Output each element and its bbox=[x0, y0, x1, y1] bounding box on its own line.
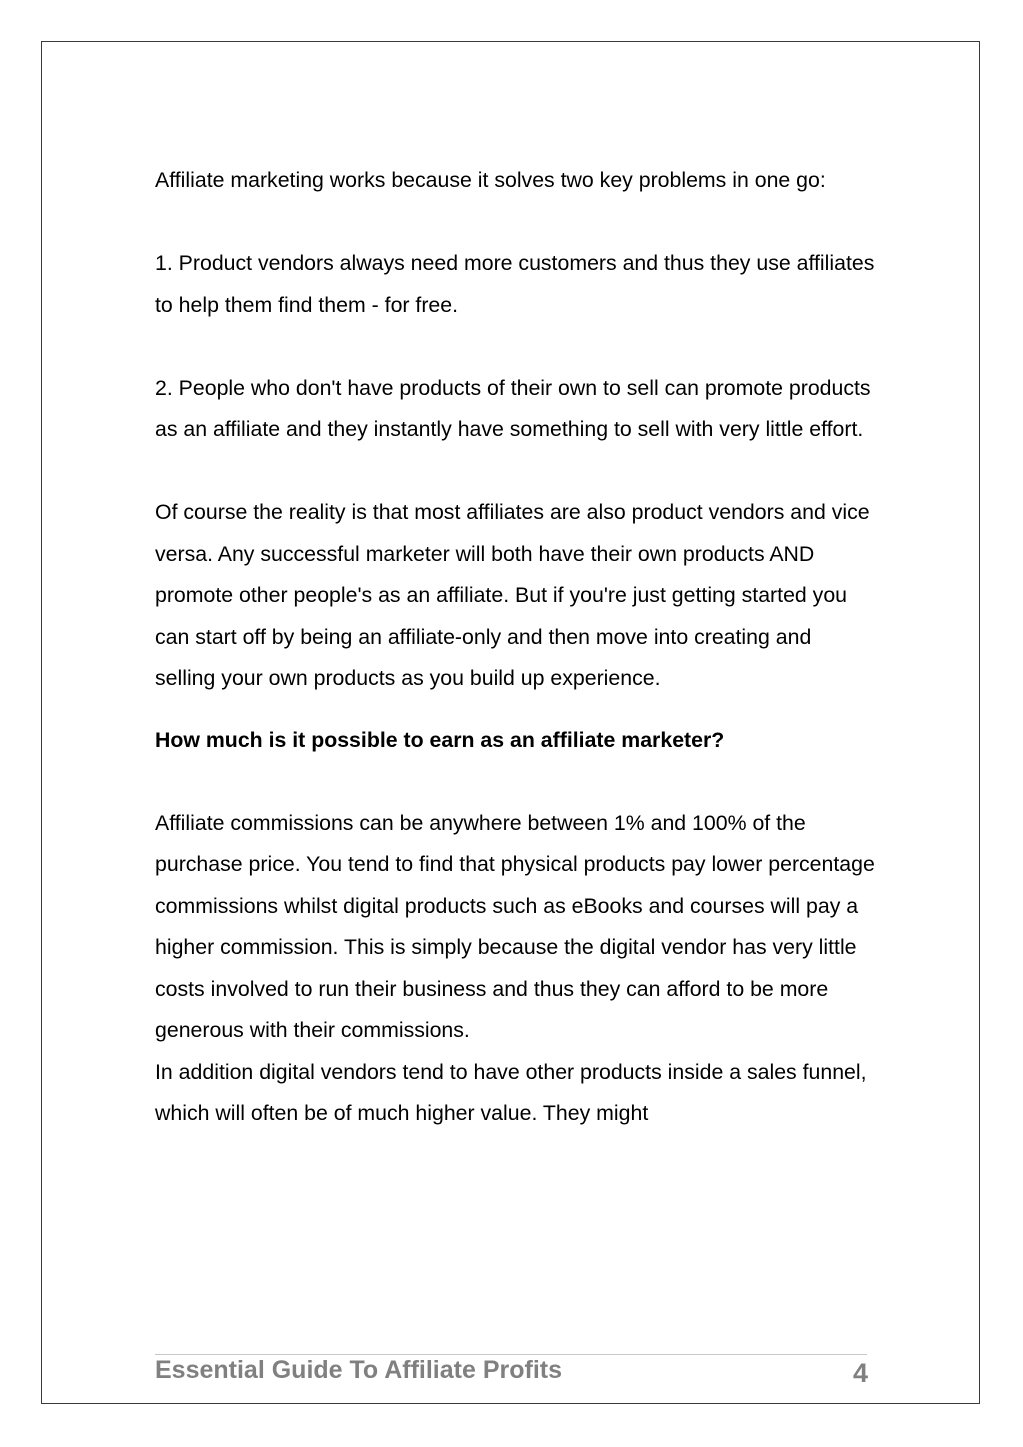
footer-title: Essential Guide To Affiliate Profits bbox=[155, 1356, 563, 1384]
paragraph-point-2: 2. People who don't have products of their own to sell can promote products as an affiliate and they instantly have something to sell with very little effort. bbox=[155, 375, 871, 441]
document-body bbox=[155, 160, 875, 1135]
paragraph-commissions: Affiliate commissions can be anywhere between 1% and 100% of the purchase price. You tend to find that physical products pay lower percentage commissions whilst digital products such as eBooks and courses will pay a higher commission. This is simply because the digital vendor has very little costs involved to run their business and thus they can afford to be more generous with their commissions. bbox=[155, 810, 875, 1042]
page-number: 4 bbox=[852, 1358, 868, 1388]
paragraph-reality: Of course the reality is that most affiliates are also product vendors and vice versa. Any successful marketer will both have their own products AND promote other people's as an affiliate. But if you're just getting started you can start off by being an affiliate-only and then move into creating and selling your own products as you build up experience. bbox=[155, 500, 870, 690]
paragraph-point-1: 1. Product vendors always need more customers and thus they use affiliates to help them find them - for free. bbox=[155, 251, 875, 317]
footer-divider bbox=[155, 1354, 867, 1355]
section-heading: How much is it possible to earn as an affiliate marketer? bbox=[155, 727, 725, 752]
paragraph-sales-funnel: In addition digital vendors tend to have other products inside a sales funnel, which will often be of much higher value. They might bbox=[155, 1059, 867, 1125]
paragraph-intro: Affiliate marketing works because it solves two key problems in one go: bbox=[155, 168, 826, 192]
